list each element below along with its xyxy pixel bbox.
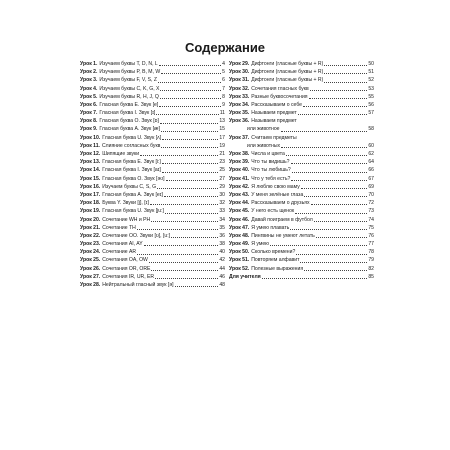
lesson-title: Что у тебя есть? <box>251 175 291 182</box>
lesson-title: Изучаем буквы F, V, S, Z <box>99 77 157 84</box>
toc-entry <box>80 109 225 117</box>
page-number: 7 <box>222 85 225 92</box>
toc-entry <box>229 150 374 158</box>
page-number: 77 <box>368 241 374 248</box>
lesson-number: Урок 4. <box>80 85 98 92</box>
lesson-number: Урок 24. <box>80 249 101 256</box>
lesson-title: Гласная буква A. Звук [eɪ] <box>102 191 163 198</box>
lesson-number: Урок 23. <box>80 241 101 248</box>
toc-entry <box>80 240 225 248</box>
page-number: 35 <box>219 224 225 231</box>
lesson-number: Урок 16. <box>80 183 101 190</box>
toc-entry <box>229 158 374 166</box>
lesson-number: Урок 47. <box>229 224 250 231</box>
lesson-title: Изучаем буквы C, K, G, X <box>99 85 160 92</box>
toc-entry <box>229 232 374 240</box>
lesson-number: Урок 19. <box>80 208 101 215</box>
toc-entry <box>229 126 374 134</box>
lesson-number: Урок 44. <box>229 200 250 207</box>
toc-entry <box>229 216 374 224</box>
page-number: 48 <box>219 282 225 289</box>
lesson-title: Сочетание AR <box>102 249 137 256</box>
lesson-title: Шипящие звуки <box>102 151 140 158</box>
lesson-title: Сочетание TH <box>102 224 136 231</box>
lesson-number: Урок 25. <box>80 257 101 264</box>
toc-left-column <box>80 60 225 289</box>
lesson-number: Урок 41. <box>229 175 250 182</box>
lesson-number: Урок 11. <box>80 142 100 149</box>
lesson-title: или животных <box>247 142 281 149</box>
lesson-title: Что ты любишь? <box>251 167 291 174</box>
lesson-title: Называем предмет <box>251 110 297 117</box>
dot-leader <box>140 155 218 156</box>
toc-entry <box>80 150 225 158</box>
lesson-title: Изучаем буквы C, S, G <box>102 183 157 190</box>
dot-leader <box>310 90 368 91</box>
dot-leader <box>159 65 221 66</box>
page-number: 76 <box>368 232 374 239</box>
lesson-title: Дифтонги (гласные буквы + R) <box>251 69 324 76</box>
lesson-number: Урок 2. <box>80 69 98 76</box>
lesson-number: Урок 43. <box>229 191 250 198</box>
lesson-title: Буква Y. Звуки [j], [ɪ] <box>102 200 149 207</box>
lesson-number: Урок 26. <box>80 265 101 272</box>
dot-leader <box>159 106 221 107</box>
dot-leader <box>157 188 218 189</box>
toc-entry <box>80 199 225 207</box>
page-number: 9 <box>222 101 225 108</box>
lesson-number: Урок 38. <box>229 151 250 158</box>
page-number: 82 <box>368 265 374 272</box>
lesson-number: Урок 31. <box>229 77 250 84</box>
lesson-number: Урок 42. <box>229 183 250 190</box>
toc-entry <box>80 134 225 142</box>
page-number: 34 <box>219 216 225 223</box>
lesson-number: Урок 33. <box>229 93 250 100</box>
lesson-title: Гласная буква U. Звук [ju:] <box>102 208 164 215</box>
page-number: 11 <box>219 110 225 117</box>
lesson-number: Урок 27. <box>80 273 101 280</box>
lesson-title: Изучаем буквы P, B, M, W <box>99 69 161 76</box>
lesson-title: Считаем предметы <box>251 134 297 141</box>
lesson-title: Сочетания OR, ORE <box>102 265 151 272</box>
page-number: 6 <box>222 77 225 84</box>
toc-entry <box>229 273 374 281</box>
lesson-number: Урок 39. <box>229 159 250 166</box>
lesson-title: Изучаем буквы R, H, J, Q <box>99 93 159 100</box>
page-number: 15 <box>219 126 225 133</box>
toc-entry <box>80 273 225 281</box>
dot-leader <box>295 213 367 214</box>
dot-leader <box>316 237 367 238</box>
lesson-number: Урок 17. <box>80 191 101 198</box>
dot-leader <box>151 270 218 271</box>
toc-entry <box>229 224 374 232</box>
lesson-number: Урок 8. <box>80 118 98 125</box>
dot-leader <box>137 229 219 230</box>
lesson-title: Я умею плавать <box>251 224 290 231</box>
page-number: 25 <box>219 167 225 174</box>
toc-entry <box>80 257 225 265</box>
page-number: 19 <box>219 142 225 149</box>
dot-leader <box>291 163 368 164</box>
toc-entry <box>229 101 374 109</box>
dot-leader <box>175 286 219 287</box>
page-number: 13 <box>219 118 225 125</box>
page-number: 58 <box>368 126 374 133</box>
lesson-title: Слияние согласных букв <box>101 142 161 149</box>
page-number: 78 <box>368 249 374 256</box>
dot-leader <box>291 180 367 181</box>
lesson-number: Урок 6. <box>80 101 98 108</box>
page-number: 60 <box>368 142 374 149</box>
toc-entry <box>229 117 374 125</box>
lesson-number: Урок 46. <box>229 216 250 223</box>
toc-entry <box>80 175 225 183</box>
dot-leader <box>150 204 218 205</box>
lesson-number: Урок 14. <box>80 167 101 174</box>
toc-entry <box>229 240 374 248</box>
toc-entry <box>229 248 374 256</box>
lesson-number: Урок 50. <box>229 249 250 256</box>
page-number: 36 <box>219 232 225 239</box>
lesson-title: Полезные выражения <box>251 265 304 272</box>
lesson-title: или животное <box>247 126 280 133</box>
lesson-title: Рассказываем о себе <box>251 101 303 108</box>
page-number: 75 <box>368 224 374 231</box>
toc-entry <box>80 191 225 199</box>
dot-leader <box>162 139 218 140</box>
dot-leader <box>324 73 367 74</box>
toc-entry <box>80 158 225 166</box>
toc-entry <box>80 224 225 232</box>
toc-right-column <box>229 60 374 281</box>
toc-entry <box>229 76 374 84</box>
lesson-number: Урок 12. <box>80 151 101 158</box>
toc-entry <box>80 166 225 174</box>
page-number: 64 <box>368 159 374 166</box>
page-number: 55 <box>368 93 374 100</box>
page-number: 23 <box>219 159 225 166</box>
page-number: 73 <box>368 208 374 215</box>
toc-entry <box>229 142 374 150</box>
lesson-title: У него есть щенок <box>251 208 295 215</box>
lesson-number: Урок 18. <box>80 200 101 207</box>
lesson-title: Дифтонги (гласные буквы + R) <box>251 60 324 67</box>
toc-entry <box>229 85 374 93</box>
page-number: 32 <box>219 200 225 207</box>
lesson-number: Урок 10. <box>80 134 101 141</box>
lesson-number: Урок 13. <box>80 159 101 166</box>
lesson-title: Разные буквосочетания <box>251 93 308 100</box>
lesson-number: Урок 29. <box>229 60 250 67</box>
dot-leader <box>301 188 368 189</box>
dot-leader <box>164 196 218 197</box>
toc-entry <box>80 265 225 273</box>
page-number: 69 <box>368 183 374 190</box>
toc-entry <box>80 207 225 215</box>
dot-leader <box>324 65 367 66</box>
dot-leader <box>281 131 368 132</box>
lesson-title: Рассказываем о друзьях <box>251 200 310 207</box>
lesson-number: Урок 49. <box>229 241 250 248</box>
lesson-number: Урок 40. <box>229 167 250 174</box>
lesson-number: Урок 51. <box>229 257 250 264</box>
lesson-number: Урок 7. <box>80 110 98 117</box>
dot-leader <box>162 172 218 173</box>
dot-leader <box>155 278 218 279</box>
dot-leader <box>144 245 219 246</box>
lesson-number: Урок 15. <box>80 175 101 182</box>
toc-entry <box>80 68 225 76</box>
lesson-title: Пингвины не умеют летать <box>251 232 315 239</box>
toc-entry <box>229 191 374 199</box>
toc-entry <box>229 93 374 101</box>
dot-leader <box>303 106 367 107</box>
dot-leader <box>262 278 368 279</box>
toc-entry <box>80 183 225 191</box>
dot-leader <box>161 147 218 148</box>
toc-entry <box>229 175 374 183</box>
dot-leader <box>270 245 367 246</box>
lesson-title: Сочетание OO. Звуки [ʊ], [u:] <box>102 232 171 239</box>
dot-leader <box>137 254 218 255</box>
page-number: 51 <box>368 69 374 76</box>
lesson-title: Сочетание WH и PH <box>102 216 151 223</box>
dot-leader <box>324 82 367 83</box>
dot-leader <box>314 221 368 222</box>
lesson-title: Дифтонги (гласные буквы + R) <box>251 77 324 84</box>
page-number: 33 <box>219 208 225 215</box>
page-number: 62 <box>368 151 374 158</box>
lesson-title: Гласная буква I. Звук [aɪ] <box>102 167 161 174</box>
lesson-number: Урок 28. <box>80 282 101 289</box>
lesson-number: Урок 5. <box>80 93 98 100</box>
page-number: 50 <box>368 60 374 67</box>
lesson-title: Повторяем алфавит <box>251 257 300 264</box>
dot-leader <box>281 147 367 148</box>
toc-entry <box>229 109 374 117</box>
toc-entry <box>229 207 374 215</box>
dot-leader <box>160 90 221 91</box>
page-number: 79 <box>368 257 374 264</box>
lesson-number: Урок 20. <box>80 216 101 223</box>
toc-entry <box>229 257 374 265</box>
page-number: 70 <box>368 191 374 198</box>
dot-leader <box>304 270 367 271</box>
toc-entry <box>229 183 374 191</box>
dot-leader <box>304 196 367 197</box>
lesson-title: Сочетания AI, AY <box>102 241 143 248</box>
page-number: 21 <box>219 151 225 158</box>
toc-entry <box>80 281 225 289</box>
dot-leader <box>300 262 367 263</box>
page-number: 53 <box>368 85 374 92</box>
dot-leader <box>171 237 218 238</box>
toc-entry <box>80 60 225 68</box>
dot-leader <box>165 213 218 214</box>
page-number: 44 <box>219 265 225 272</box>
lesson-number: Урок 9. <box>80 126 98 133</box>
dot-leader <box>162 163 218 164</box>
page-number: 56 <box>368 101 374 108</box>
dot-leader <box>286 155 367 156</box>
page-number: 29 <box>219 183 225 190</box>
lesson-title: Для учителя <box>229 273 261 280</box>
dot-leader <box>161 131 218 132</box>
dot-leader <box>166 180 219 181</box>
page-number: 57 <box>368 110 374 117</box>
dot-leader <box>151 221 218 222</box>
toc-entry <box>80 216 225 224</box>
dot-leader <box>156 114 218 115</box>
lesson-title: Сочетания IR, UR, ER <box>102 273 155 280</box>
toc-entry <box>80 76 225 84</box>
dot-leader <box>161 73 221 74</box>
page-number: 85 <box>368 273 374 280</box>
lesson-title: Гласная буква E. Звук [i:] <box>102 159 161 166</box>
toc-entry <box>80 117 225 125</box>
toc-entry <box>80 248 225 256</box>
dot-leader <box>292 172 368 173</box>
toc-entry <box>229 265 374 273</box>
lesson-number: Урок 45. <box>229 208 250 215</box>
dot-leader <box>160 98 221 99</box>
dot-leader <box>160 123 218 124</box>
lesson-title: Гласная буква U. Звук [ʌ] <box>102 134 162 141</box>
lesson-title: Сочетания гласных букв <box>251 85 309 92</box>
lesson-title: Я люблю свою маму <box>251 183 300 190</box>
lesson-number: Урок 52. <box>229 265 250 272</box>
lesson-title: Гласная буква O. Звук [ɒ] <box>99 118 159 125</box>
dot-leader <box>149 262 218 263</box>
lesson-title: Нейтральный гласный звук [ə] <box>102 282 174 289</box>
page-number: 66 <box>368 167 374 174</box>
lesson-title: Гласная буква O. Звук [əʊ] <box>102 175 165 182</box>
lesson-title: Гласная буква E. Звук [e] <box>99 101 159 108</box>
lesson-number: Урок 37. <box>229 134 250 141</box>
dot-leader <box>309 98 368 99</box>
lesson-title: Числа и цвета <box>251 151 285 158</box>
lesson-title: У меня зелёные глаза <box>251 191 304 198</box>
lesson-number: Урок 34. <box>229 101 250 108</box>
page-number: 27 <box>219 175 225 182</box>
page-number: 74 <box>368 216 374 223</box>
lesson-number: Урок 35. <box>229 110 250 117</box>
page-number: 67 <box>368 175 374 182</box>
lesson-title: Давай поиграем в футбол <box>251 216 313 223</box>
page-number: 8 <box>222 93 225 100</box>
dot-leader <box>158 82 221 83</box>
page-number: 38 <box>219 241 225 248</box>
lesson-title: Гласная буква A. Звук [æ] <box>99 126 160 133</box>
toc-entry <box>80 101 225 109</box>
page-number: 4 <box>222 60 225 67</box>
page-number: 17 <box>219 134 225 141</box>
lesson-number: Урок 48. <box>229 232 250 239</box>
lesson-title: Называем предмет <box>251 118 297 125</box>
toc-entry <box>229 134 374 142</box>
lesson-title: Изучаем буквы T, D, N, L <box>99 60 158 67</box>
toc-entry <box>229 68 374 76</box>
toc-entry <box>229 166 374 174</box>
toc-entry <box>80 232 225 240</box>
page-number: 42 <box>219 257 225 264</box>
toc-entry <box>229 199 374 207</box>
lesson-title: Что ты видишь? <box>251 159 290 166</box>
lesson-number: Урок 1. <box>80 60 98 67</box>
lesson-number: Урок 21. <box>80 224 101 231</box>
toc-entry <box>80 126 225 134</box>
page-number: 30 <box>219 191 225 198</box>
page-number: 46 <box>219 273 225 280</box>
dot-leader <box>311 204 368 205</box>
toc-entry <box>80 85 225 93</box>
page-number: 5 <box>222 69 225 76</box>
dot-leader <box>296 254 367 255</box>
page-number: 52 <box>368 77 374 84</box>
toc-entry <box>80 142 225 150</box>
toc-entry <box>80 93 225 101</box>
lesson-title: Сколько времени? <box>251 249 296 256</box>
page-number: 72 <box>368 200 374 207</box>
lesson-number: Урок 32. <box>229 85 250 92</box>
lesson-number: Урок 36. <box>229 118 250 125</box>
lesson-number: Урок 30. <box>229 69 250 76</box>
lesson-title: Сочетания OA, OW <box>102 257 148 264</box>
page-title: Содержание <box>184 40 266 55</box>
lesson-number: Урок 3. <box>80 77 98 84</box>
lesson-title: Я умею <box>251 241 269 248</box>
page-number: 40 <box>219 249 225 256</box>
dot-leader <box>298 114 368 115</box>
lesson-title: Гласная буква I. Звук [ɪ] <box>99 110 156 117</box>
lesson-number: Урок 22. <box>80 232 101 239</box>
toc-entry <box>229 60 374 68</box>
dot-leader <box>290 229 367 230</box>
